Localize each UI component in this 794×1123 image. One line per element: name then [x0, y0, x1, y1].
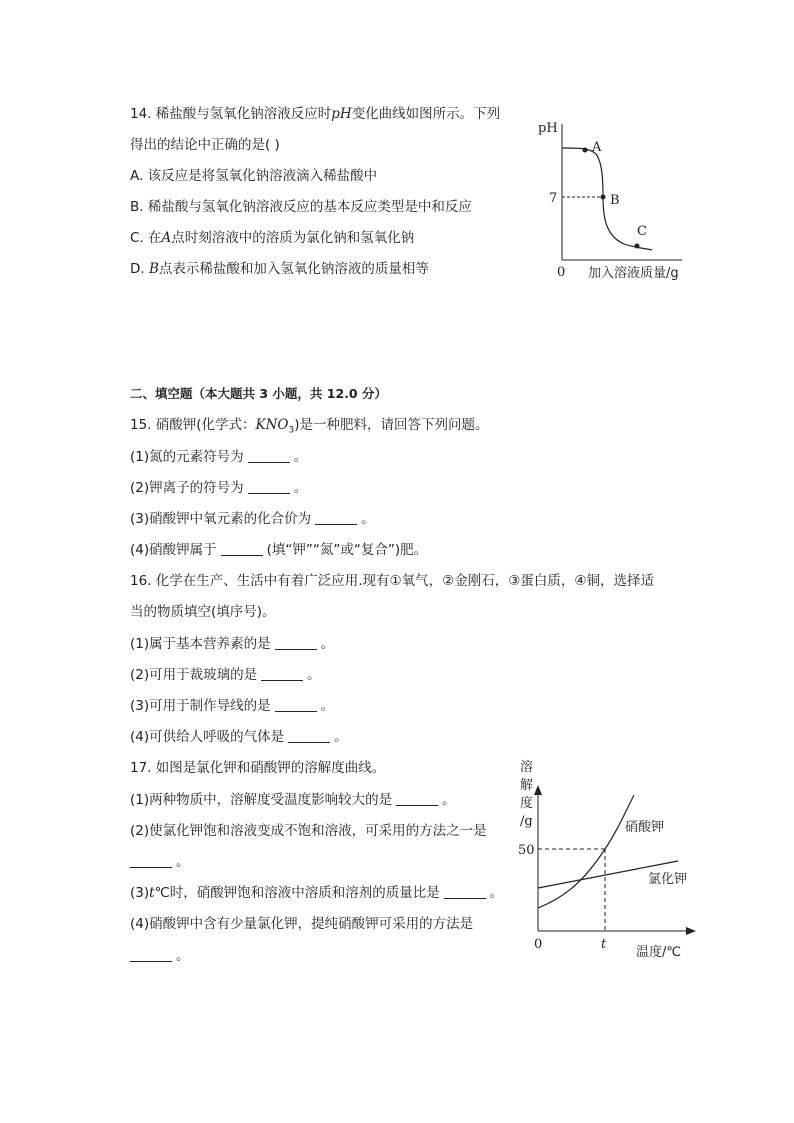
q15-item-3: (3)硝酸钾中氧元素的化合价为 。	[130, 511, 375, 527]
q16-stem-line1: 16. 化学在生产、生活中有着广泛应用.现有①氧气，②金刚石，③蛋白质，④铜，选择适	[130, 573, 654, 589]
q17-item-1: (1)两种物质中，溶解度受温度影响较大的是 。	[130, 792, 456, 808]
q15-item-2: (2)钾离子的符号为 。	[130, 480, 308, 496]
answer-blank[interactable]	[221, 541, 263, 556]
answer-blank[interactable]	[275, 697, 317, 712]
ph-point-c	[635, 244, 640, 249]
q14-option-d: D. B点表示稀盐酸和加入氢氧化钠溶液的质量相等	[130, 261, 429, 277]
ph-point-c-label: C	[637, 224, 647, 239]
sol-y-mark: 50	[518, 843, 535, 858]
sol-y-arrow	[534, 785, 542, 795]
ph-point-b	[601, 195, 606, 200]
answer-blank[interactable]	[248, 479, 290, 494]
ph-point-a-label: A	[592, 140, 602, 155]
q17-item-2-answer: 。	[130, 852, 190, 872]
q16-stem-line2: 当的物质填空(填序号)。	[130, 604, 276, 620]
kno3-label: 硝酸钾	[625, 820, 665, 835]
sol-x-mark: t	[601, 937, 607, 952]
section2-title: 二、填空题（本大题共 3 小题，共 12.0 分）	[130, 386, 387, 401]
ph-x-label: 加入溶液质量/g	[588, 266, 679, 281]
sol-y-label-2: 解	[520, 778, 534, 793]
ph-point-b-label: B	[610, 193, 620, 208]
q17-item-4-answer: 。	[130, 946, 190, 966]
ph-chart	[530, 110, 700, 290]
ph-y-label: pH	[538, 121, 558, 136]
q16-item-3: (3)可用于制作导线的是 。	[130, 698, 335, 714]
kno3-curve	[538, 795, 634, 908]
q14-stem-line1: 14. 稀盐酸与氢氧化钠溶液反应时pH变化曲线如图所示。下列	[130, 106, 501, 122]
sol-x-label: 温度/℃	[636, 945, 681, 960]
sol-y-unit: /g	[520, 814, 533, 829]
answer-blank[interactable]	[275, 635, 317, 650]
q14-option-c: C. 在A点时刻溶液中的溶质为氯化钠和氢氧化钠	[130, 230, 415, 246]
ph-ref-label: 7	[549, 191, 558, 206]
q16-item-4: (4)可供给人呼吸的气体是 。	[130, 729, 348, 745]
q15-item-1: (1)氮的元素符号为 。	[130, 449, 308, 465]
kcl-label: 氯化钾	[648, 872, 688, 887]
answer-blank[interactable]	[248, 448, 290, 463]
q17-item-4: (4)硝酸钾中含有少量氯化钾，提纯硝酸钾可采用的方法是	[130, 916, 474, 932]
sol-x-arrow	[686, 927, 696, 935]
answer-blank[interactable]	[315, 510, 357, 525]
q14-stem-line2: 得出的结论中正确的是( )	[130, 137, 280, 153]
ph-origin: 0	[557, 265, 566, 280]
ph-point-a	[583, 148, 588, 153]
answer-blank[interactable]	[130, 947, 172, 962]
sol-y-label-3: 度	[520, 796, 534, 811]
answer-blank[interactable]	[288, 728, 330, 743]
q15-stem: 15. 硝酸钾(化学式：$KNO_3$)是一种肥料，请回答下列问题。	[130, 417, 489, 436]
q16-item-1: (1)属于基本营养素的是 。	[130, 636, 335, 652]
answer-blank[interactable]	[130, 853, 172, 868]
solubility-chart	[508, 755, 708, 965]
sol-y-label-1: 溶	[520, 760, 534, 775]
q14-option-b: B. 稀盐酸与氢氧化钠溶液反应的基本反应类型是中和反应	[130, 199, 472, 215]
q17-item-2: (2)使氯化钾饱和溶液变成不饱和溶液，可采用的方法之一是	[130, 823, 487, 839]
q16-item-2: (2)可用于裁玻璃的是 。	[130, 667, 321, 683]
answer-blank[interactable]	[396, 791, 438, 806]
q14-option-a: A. 该反应是将氢氧化钠溶液滴入稀盐酸中	[130, 168, 378, 184]
q17-stem: 17. 如图是氯化钾和硝酸钾的溶解度曲线。	[130, 760, 386, 776]
q15-item-4: (4)硝酸钾属于 (填“钾”“氮”或“复合”)肥。	[130, 542, 428, 558]
answer-blank[interactable]	[261, 666, 303, 681]
sol-origin: 0	[534, 937, 543, 952]
answer-blank[interactable]	[444, 884, 486, 899]
q17-item-3: (3)t℃时，硝酸钾饱和溶液中溶质和溶剂的质量比是 。	[130, 885, 504, 901]
